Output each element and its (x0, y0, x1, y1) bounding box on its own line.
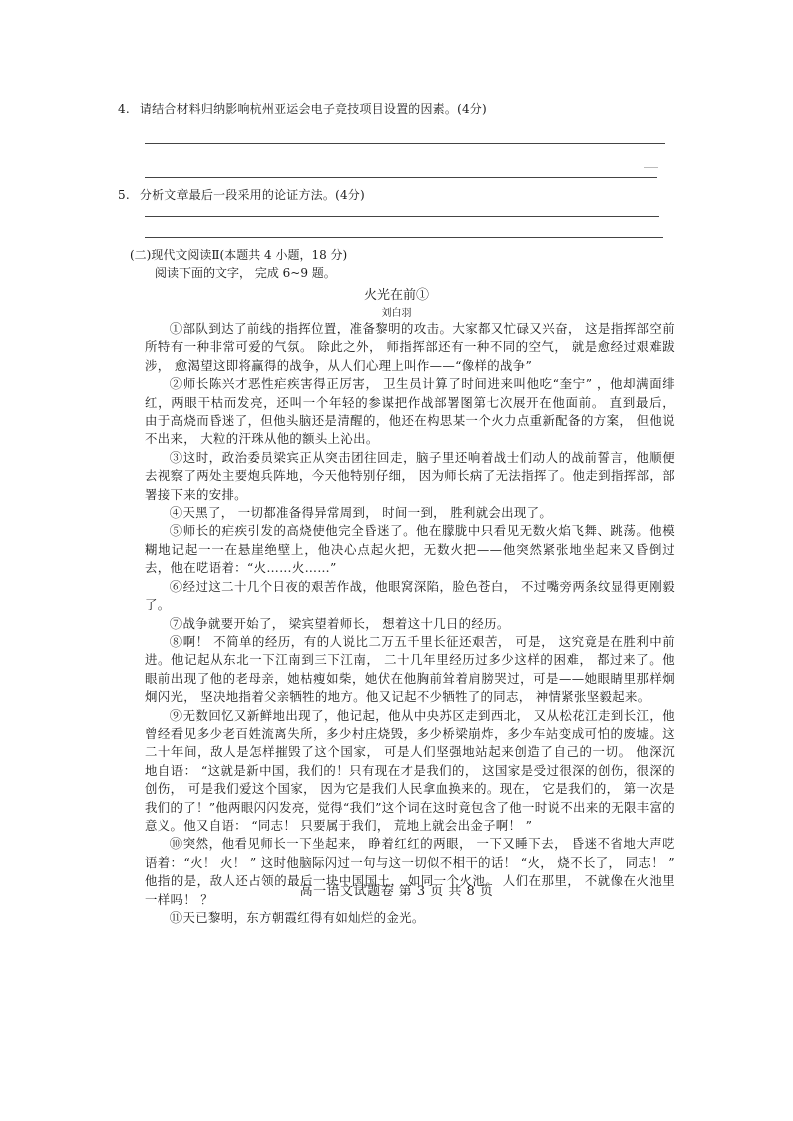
paragraph: ⑨无数回忆又新鲜地出现了，他记起，他从中央苏区走到西北， 又从松花江走到长江，他曾经看见多少老百姓流离失所，多少村庄烧毁，多少桥梁崩炸，多少车站变成可怕的废墟。这二十年间，敌人是怎样摧毁了这个国家， 可是人们坚强地站起来创造了自己的一切。 他深沉地自语： “这就是新中国，我们的！只有现在才是我们的， 这国家是受过很深的创伤，很深的创伤， 可是我们爱这个国家， 因为它是我们人民拿血换来的。现在， 它是我们的， 第一次是我们的了！”他两眼闪闪发亮，觉得“我们”这个词在这时竟包含了他一时说不出来的无限丰富的意义。他又自语： “同志！ 只要属于我们， 荒地上就会出金子啊！ ” (145, 707, 675, 833)
answer-line (145, 177, 657, 178)
article-author: 刘白羽 (381, 308, 412, 319)
paragraph: ⑪天已黎明，东方朝霞红得有如灿烂的金光。 (169, 910, 425, 925)
answer-line (145, 237, 663, 238)
question-text: 分析文章最后一段采用的论证方法。(4分) (139, 188, 365, 202)
question-text: 请结合材料归纳影响杭州亚运会电子竞技项目设置的因素。(4分) (139, 102, 487, 116)
page-footer: 高一语文试题卷 第 3 页 共 8 页 (299, 884, 494, 899)
section-heading: (二)现代文阅读Ⅱ(本题共 4 小题，18 分) (130, 248, 348, 262)
question-number: 5. (118, 188, 130, 202)
answer-line (145, 216, 659, 217)
paragraph: ①部队到达了前线的指挥位置，准备黎明的攻击。大家都又忙碌又兴奋， 这是指挥部空前所特有一种非常可爱的气氛。 除此之外， 师指挥部还有一种不同的空气， 就是愈经过艰难跋涉， 愈渴望这即将赢得的战争，从人们心理上叫作——“像样的战争” (145, 321, 675, 373)
answer-line (145, 143, 665, 144)
paragraph: ④天黑了， 一切都准备得异常周到， 时间一到， 胜利就会出现了。 (169, 505, 553, 521)
paragraph: ⑤师长的疟疾引发的高烧使他完全昏迷了。他在朦胧中只看见无数火焰飞舞、跳荡。他模糊地记起一一在悬崖绝壁上，他决心点起火把，无数火把——他突然紧张地坐起来又昏倒过去，他在呓语着：“火……火……” (145, 523, 675, 576)
paragraph: ⑦战争就要开始了， 梁宾望着师长， 想着这十几日的经历。 (169, 615, 510, 631)
paragraph: ⑧啊！ 不简单的经历，有的人说比二万五千里长征还艰苦， 可是， 这究竟是在胜利中前进。他记起从东北一下江南到三下江南， 二十几年里经历过多少这样的困难， 都过来了。他眼前出现了他的老母亲，她枯瘦如柴，她伏在他胸前耸着肩膀哭过，可是——她眼睛里那样炯炯闪光， 坚决地指着父亲牺牲的地方。他又记起不少牺牲了的同志， 神情紧张坚毅起来。 (145, 633, 675, 705)
article-body (145, 320, 675, 927)
section-instruction: 阅读下面的文字， 完成 6~9 题。 (155, 266, 336, 280)
paragraph: ③这时，政治委员梁宾正从突击团往回走，脑子里还响着战士们动人的战前誓言，他顺便去视察了两处主要炮兵阵地，今天他特别仔细， 因为师长病了无法指挥了。他走到指挥部，部署接下来的安排。 (145, 449, 675, 502)
paragraph: ②师长陈兴才恶性疟疾害得正厉害， 卫生员计算了时间进来叫他吃“奎宁” ，他却满面绯红，两眼干枯而发亮，还叫一个年轻的参谋把作战部署图第七次展开在他面前。 直到最后， 由于高烧而昏迷了，但他头脑还是清醒的，他还在构思某一个火力点重新配备的方案， 但他说不出来， 大粒的汗珠从他的额头上沁出。 (145, 376, 675, 447)
question-4 (118, 100, 487, 117)
paragraph: ⑩突然，他看见师长一下坐起来， 睁着红红的两眼， 一下又睡下去， 昏迷不省地大声呓语着：“火！ 火！ ” 这时他脑际闪过一句与这一切似不相干的话！ “火， 烧不长了， 同志！ ” 他指的是，敌人还占领的最后一块中国国土， 如同一个火池。 人们在那里， 不就像在火池里一样吗！ ？ (145, 836, 675, 907)
paragraph: ⑥经过这二十几个日夜的艰苦作战，他眼窝深陷，脸色苍白， 不过嘴旁两条纹显得更刚毅了。 (145, 578, 675, 613)
faint-mark (644, 167, 658, 168)
question-number: 4. (118, 102, 130, 116)
article-title: 火光在前① (363, 288, 429, 303)
question-5 (118, 186, 365, 203)
